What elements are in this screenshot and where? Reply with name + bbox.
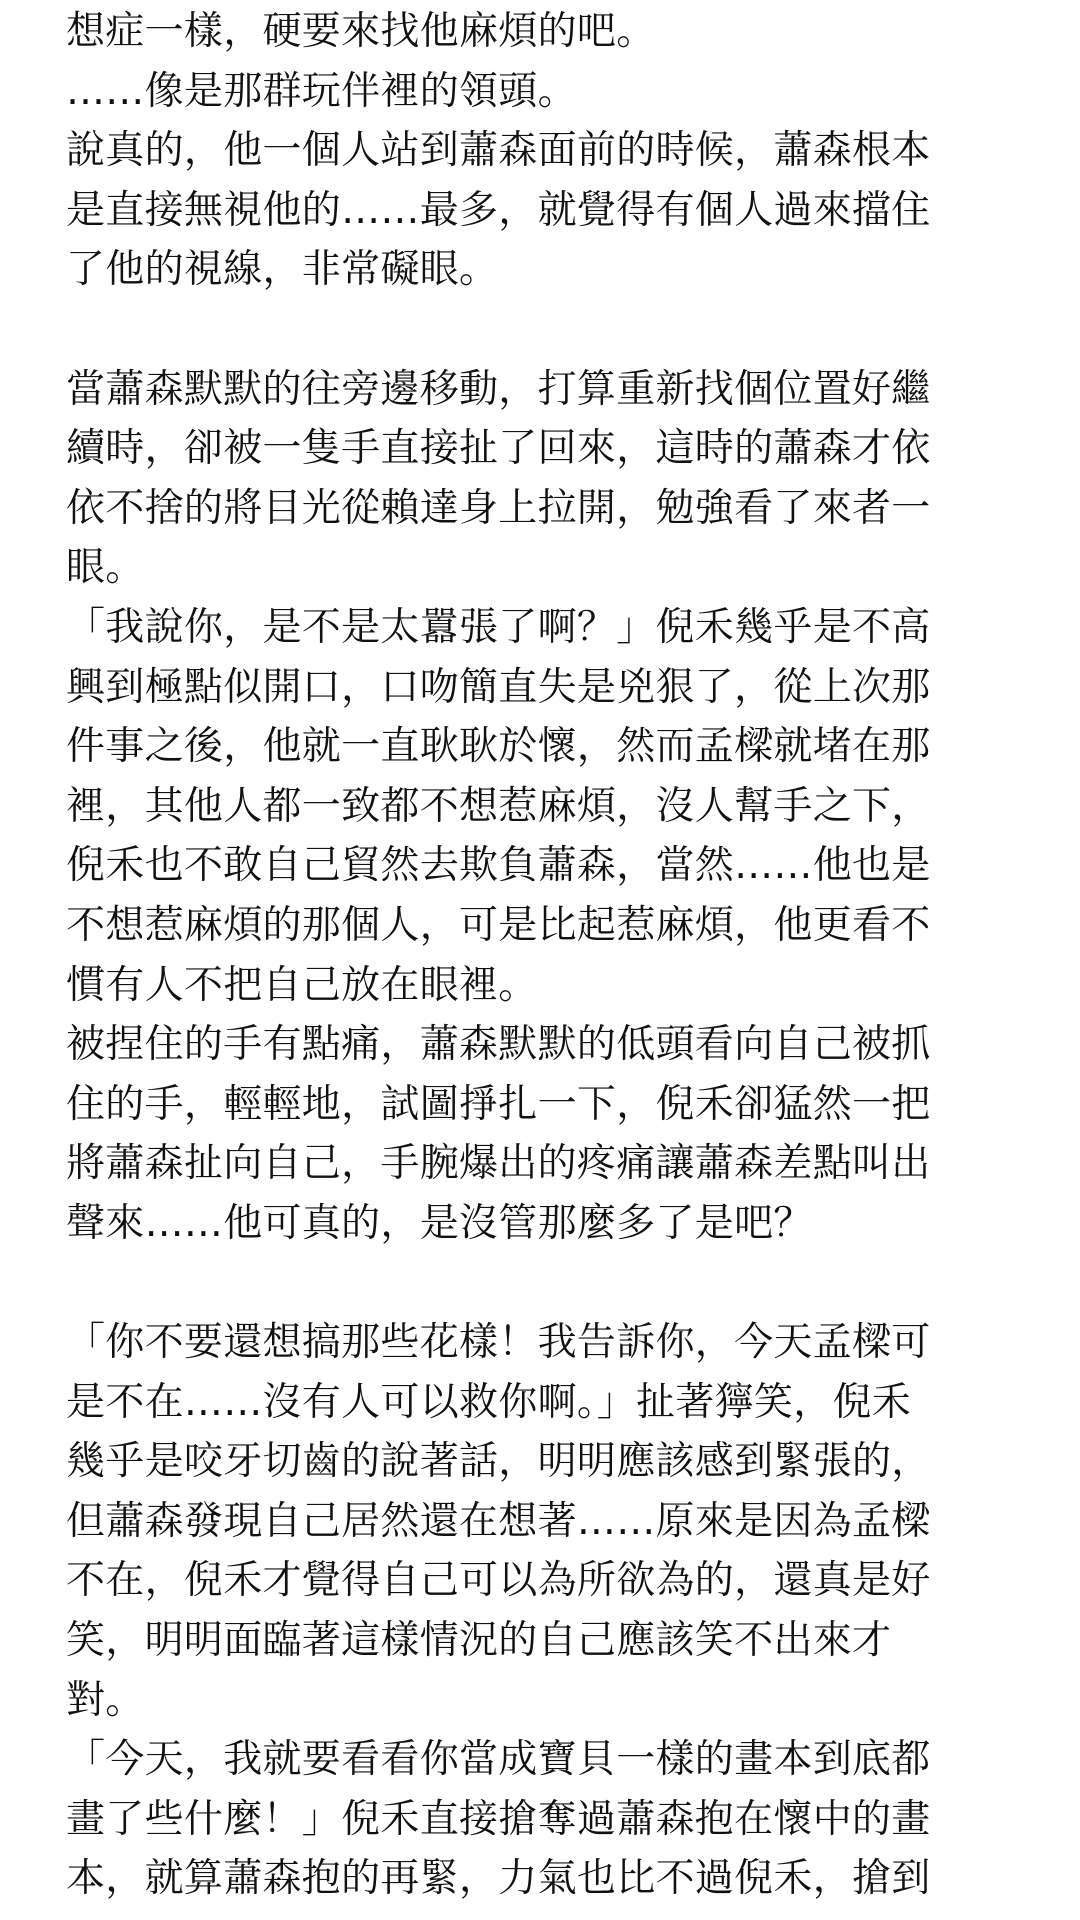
text-line-31: 畫了些什麼！」倪禾直接搶奪過蕭森抱在懷中的畫 xyxy=(66,1796,931,1842)
text-line-2: ……像是那群玩伴裡的領頭。 xyxy=(66,68,577,114)
text-line-14: 裡，其他人都一致都不想惹麻煩，沒人幫手之下， xyxy=(66,783,931,829)
text-line-15: 倪禾也不敢自己貿然去欺負蕭森，當然……他也是 xyxy=(66,843,931,889)
text-line-17: 慣有人不把自己放在眼裡。 xyxy=(66,962,538,1008)
text-line-7: 當蕭森默默的往旁邊移動，打算重新找個位置好繼 xyxy=(66,366,931,412)
text-line-12: 興到極點似開口，口吻簡直失是兇狠了，從上次那 xyxy=(66,664,931,710)
text-line-27: 不在，倪禾才覺得自己可以為所欲為的，還真是好 xyxy=(66,1558,931,1604)
text-line-23: 「你不要還想搞那些花樣！我告訴你，今天孟樑可 xyxy=(66,1320,931,1366)
text-line-5: 了他的視線，非常礙眼。 xyxy=(66,247,499,293)
text-line-30: 「今天，我就要看看你當成寶貝一樣的畫本到底都 xyxy=(66,1737,931,1783)
text-line-1: 想症一樣，硬要來找他麻煩的吧。 xyxy=(66,9,656,54)
text-line-29: 對。 xyxy=(66,1677,145,1723)
text-line-19: 住的手，輕輕地，試圖掙扎一下，倪禾卻猛然一把 xyxy=(66,1081,931,1127)
text-line-16: 不想惹麻煩的那個人，可是比起惹麻煩，他更看不 xyxy=(66,902,931,948)
text-line-20: 將蕭森扯向自己，手腕爆出的疼痛讓蕭森差點叫出 xyxy=(66,1141,931,1187)
text-line-10: 眼。 xyxy=(66,545,145,591)
text-line-3: 說真的，他一個人站到蕭森面前的時候，蕭森根本 xyxy=(66,128,931,174)
paragraph-gap-1 xyxy=(66,300,1014,360)
text-line-13: 件事之後，他就一直耿耿於懷，然而孟樑就堵在那 xyxy=(66,724,931,770)
text-line-11: 「我說你，是不是太囂張了啊？」倪禾幾乎是不高 xyxy=(66,604,931,650)
text-line-21: 聲來……他可真的，是沒管那麼多了是吧？ xyxy=(66,1200,813,1246)
text-line-18: 被捏住的手有點痛，蕭森默默的低頭看向自己被抓 xyxy=(66,1022,931,1068)
text-line-8: 續時，卻被一隻手直接扯了回來，這時的蕭森才依 xyxy=(66,426,931,472)
paragraph-gap-2 xyxy=(66,1253,1014,1313)
text-line-24: 是不在……沒有人可以救你啊。」扯著獰笑，倪禾 xyxy=(66,1379,912,1425)
text-line-25: 幾乎是咬牙切齒的說著話，明明應該感到緊張的， xyxy=(66,1439,931,1485)
story-text-body xyxy=(66,2,1014,1909)
text-line-28: 笑，明明面臨著這樣情況的自己應該笑不出來才 xyxy=(66,1618,892,1664)
text-line-9: 依不捨的將目光從賴達身上拉開，勉強看了來者一 xyxy=(66,485,931,531)
text-line-32: 本，就算蕭森抱的再緊，力氣也比不過倪禾，搶到 xyxy=(66,1856,931,1902)
text-line-26: 但蕭森發現自己居然還在想著……原來是因為孟樑 xyxy=(66,1498,931,1544)
text-line-4: 是直接無視他的……最多，就覺得有個人過來擋住 xyxy=(66,187,931,233)
